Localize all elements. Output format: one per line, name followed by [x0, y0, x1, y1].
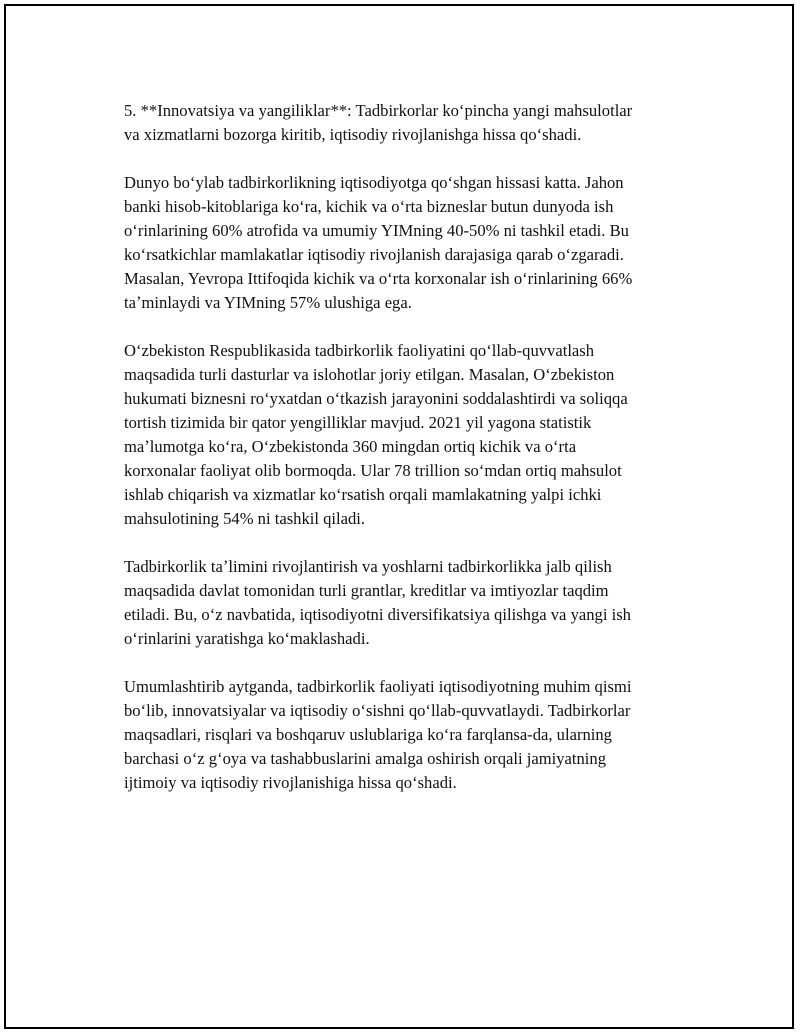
paragraph-summary — [124, 675, 704, 795]
text-line: hukumati biznesni roʻyxatdan oʻtkazish jarayonini soddalashtirdi va soliqqa — [124, 389, 628, 408]
text-line: maʼlumotga koʻra, Oʻzbekistonda 360 mingdan ortiq kichik va oʻrta — [124, 437, 577, 456]
text-line: barchasi oʻz gʻoya va tashabbuslarini amalga oshirish orqali jamiyatning — [124, 749, 606, 768]
text-line: Umumlashtirib aytganda, tadbirkorlik faoliyati iqtisodiyotning muhim qismi — [124, 677, 632, 696]
text-line: oʻrinlarini yaratishga koʻmaklashadi. — [124, 629, 370, 648]
paragraph-education — [124, 555, 704, 651]
text-line: maqsadida turli dasturlar va islohotlar joriy etilgan. Masalan, Oʻzbekiston — [124, 365, 615, 384]
text-line: tortish tizimida bir qator yengilliklar mavjud. 2021 yil yagona statistik — [124, 413, 592, 432]
text-line: maqsadlari, risqlari va boshqaruv uslublariga koʻra farqlansa-da, ularning — [124, 725, 612, 744]
text-line: va xizmatlarni bozorga kiritib, iqtisodiy rivojlanishga hissa qoʻshadi. — [124, 125, 582, 144]
text-line: boʻlib, innovatsiyalar va iqtisodiy oʻsishni qoʻllab-quvvatlaydi. Tadbirkorlar — [124, 701, 631, 720]
text-line: korxonalar faoliyat olib bormoqda. Ular 78 trillion soʻmdan ortiq mahsulot — [124, 461, 622, 480]
document-body — [124, 99, 704, 819]
text-line: oʻrinlarining 60% atrofida va umumiy YIMning 40-50% ni tashkil etadi. Bu — [124, 221, 629, 240]
text-line: mahsulotining 54% ni tashkil qiladi. — [124, 509, 366, 528]
text-line: koʻrsatkichlar mamlakatlar iqtisodiy rivojlanish darajasiga qarab oʻzgaradi. — [124, 245, 624, 264]
text-line: Dunyo boʻylab tadbirkorlikning iqtisodiyotga qoʻshgan hissasi katta. Jahon — [124, 173, 624, 192]
text-line: Oʻzbekiston Respublikasida tadbirkorlik faoliyatini qoʻllab-quvvatlash — [124, 341, 595, 360]
text-line: banki hisob-kitoblariga koʻra, kichik va oʻrta bizneslar butun dunyoda ish — [124, 197, 614, 216]
paragraph-uzbekistan — [124, 339, 704, 531]
paragraph-global-contribution — [124, 171, 704, 315]
text-line: ijtimoiy va iqtisodiy rivojlanishiga hissa qoʻshadi. — [124, 773, 457, 792]
page-frame — [4, 4, 794, 1029]
text-line: etiladi. Bu, oʻz navbatida, iqtisodiyotni diversifikatsiya qilishga va yangi ish — [124, 605, 631, 624]
text-line: ishlab chiqarish va xizmatlar koʻrsatish orqali mamlakatning yalpi ichki — [124, 485, 602, 504]
text-line: maqsadida davlat tomonidan turli grantlar, kreditlar va imtiyozlar taqdim — [124, 581, 609, 600]
text-line: Masalan, Yevropa Ittifoqida kichik va oʻrta korxonalar ish oʻrinlarining 66% — [124, 269, 633, 288]
text-line: 5. **Innovatsiya va yangiliklar**: Tadbirkorlar koʻpincha yangi mahsulotlar — [124, 101, 633, 120]
paragraph-innovation — [124, 99, 704, 147]
text-line: Tadbirkorlik taʼlimini rivojlantirish va yoshlarni tadbirkorlikka jalb qilish — [124, 557, 612, 576]
text-line: taʼminlaydi va YIMning 57% ulushiga ega. — [124, 293, 412, 312]
